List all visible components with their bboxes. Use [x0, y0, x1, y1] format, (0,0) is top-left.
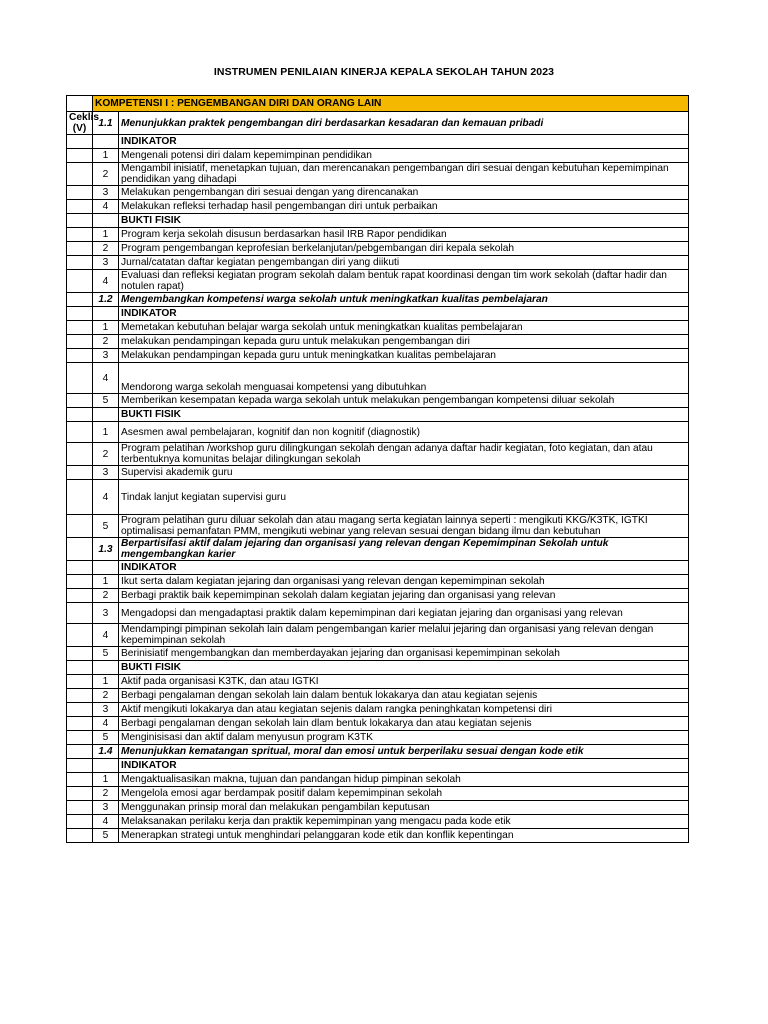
bukti-item: Jurnal/catatan daftar kegiatan pengembangan diri yang diikuti — [119, 256, 689, 270]
ceklis-cell[interactable] — [67, 515, 93, 538]
indikator-item: Mengaktualisasikan makna, tujuan dan pandangan hidup pimpinan sekolah — [119, 773, 689, 787]
item-number: 5 — [93, 515, 119, 538]
bukti-item: Supervisi akademik guru — [119, 466, 689, 480]
bukti-header: BUKTI FISIK — [119, 408, 689, 422]
ceklis-cell[interactable] — [67, 214, 93, 228]
item-number: 4 — [93, 717, 119, 731]
bukti-item: Asesmen awal pembelajaran, kognitif dan non kognitif (diagnostik) — [119, 422, 689, 443]
item-number: 1 — [93, 321, 119, 335]
ceklis-cell[interactable] — [67, 228, 93, 242]
indikator-item: Mengadopsi dan mengadaptasi praktik dalam kepemimpinan dari kegiatan jejaring dan organisasi yang relevan — [119, 603, 689, 624]
bukti-item: Tindak lanjut kegiatan supervisi guru — [119, 480, 689, 515]
number-cell — [93, 214, 119, 228]
ceklis-cell[interactable] — [67, 335, 93, 349]
item-number: 2 — [93, 787, 119, 801]
number-cell — [93, 408, 119, 422]
item-number: 2 — [93, 589, 119, 603]
ceklis-cell[interactable] — [67, 689, 93, 703]
ceklis-cell[interactable] — [67, 135, 93, 149]
ceklis-cell[interactable] — [67, 149, 93, 163]
indikator-header: INDIKATOR — [119, 561, 689, 575]
item-number: 4 — [93, 200, 119, 214]
section-code: 1.3 — [93, 538, 119, 561]
ceklis-cell[interactable] — [67, 731, 93, 745]
item-number: 3 — [93, 603, 119, 624]
indikator-item: Melakukan refleksi terhadap hasil pengembangan diri untuk perbaikan — [119, 200, 689, 214]
ceklis-header-blank — [67, 96, 93, 112]
ceklis-cell[interactable] — [67, 815, 93, 829]
ceklis-cell[interactable] — [67, 717, 93, 731]
ceklis-cell[interactable] — [67, 293, 93, 307]
item-number: 3 — [93, 256, 119, 270]
item-number: 4 — [93, 363, 119, 394]
item-number: 3 — [93, 186, 119, 200]
assessment-table — [66, 95, 689, 843]
indikator-item: Memetakan kebutuhan belajar warga sekolah untuk meningkatkan kualitas pembelajaran — [119, 321, 689, 335]
ceklis-cell[interactable] — [67, 661, 93, 675]
ceklis-cell[interactable] — [67, 408, 93, 422]
indikator-header: INDIKATOR — [119, 307, 689, 321]
item-number: 4 — [93, 624, 119, 647]
ceklis-cell[interactable] — [67, 163, 93, 186]
indikator-item: Berinisiatif mengembangkan dan memberdayakan jejaring dan organisasi kepemimpinan sekolah — [119, 647, 689, 661]
ceklis-label: Ceklis (V) — [67, 112, 93, 135]
ceklis-cell[interactable] — [67, 603, 93, 624]
indikator-item: Berbagi praktik baik kepemimpinan sekolah dalam kegiatan jejaring dan organisasi yang relevan — [119, 589, 689, 603]
bukti-item: Aktif mengikuti lokakarya dan atau kegiatan sejenis dalam rangka peninghkatan kompetensi diri — [119, 703, 689, 717]
item-number: 2 — [93, 242, 119, 256]
item-number: 5 — [93, 394, 119, 408]
ceklis-cell[interactable] — [67, 703, 93, 717]
item-number: 1 — [93, 422, 119, 443]
ceklis-cell[interactable] — [67, 480, 93, 515]
ceklis-cell[interactable] — [67, 759, 93, 773]
item-number: 5 — [93, 647, 119, 661]
competency-header: KOMPETENSI I : PENGEMBANGAN DIRI DAN ORANG LAIN — [93, 96, 689, 112]
section-title: Menunjukkan kematangan spritual, moral dan emosi untuk berperilaku sesuai dengan kode etik — [119, 745, 689, 759]
bukti-item: Program pengembangan keprofesian berkelanjutan/pebgembangan diri kepala sekolah — [119, 242, 689, 256]
item-number: 1 — [93, 228, 119, 242]
bukti-header: BUKTI FISIK — [119, 661, 689, 675]
ceklis-cell[interactable] — [67, 422, 93, 443]
number-cell — [93, 307, 119, 321]
indikator-item: Mengelola emosi agar berdampak positif dalam kepemimpinan sekolah — [119, 787, 689, 801]
item-number: 1 — [93, 675, 119, 689]
indikator-item: Mengambil inisiatif, menetapkan tujuan, dan merencanakan pengembangan diri sesuai dengan kebutuhan kepemimpinan pendidikan yang dihadapi — [119, 163, 689, 186]
bukti-item: Berbagi pengalaman dengan sekolah lain dalam bentuk lokakarya dan atau kegiatan sejenis — [119, 689, 689, 703]
ceklis-cell[interactable] — [67, 647, 93, 661]
ceklis-cell[interactable] — [67, 270, 93, 293]
item-number: 3 — [93, 801, 119, 815]
indikator-item: Ikut serta dalam kegiatan jejaring dan organisasi yang relevan dengan kepemimpinan sekolah — [119, 575, 689, 589]
item-number: 5 — [93, 829, 119, 843]
ceklis-cell[interactable] — [67, 561, 93, 575]
section-code: 1.1 — [93, 112, 119, 135]
ceklis-cell[interactable] — [67, 801, 93, 815]
item-number: 2 — [93, 335, 119, 349]
indikator-item: Memberikan kesempatan kepada warga sekolah untuk melakukan pengembangan kompetensi diluar sekolah — [119, 394, 689, 408]
bukti-header: BUKTI FISIK — [119, 214, 689, 228]
ceklis-cell[interactable] — [67, 773, 93, 787]
bukti-item: Evaluasi dan refleksi kegiatan program sekolah dalam bentuk rapat koordinasi dengan tim work sekolah (daftar hadir dan notulen rapat) — [119, 270, 689, 293]
bukti-item: Program kerja sekolah disusun berdasarkan hasil IRB Rapor pendidikan — [119, 228, 689, 242]
number-cell — [93, 661, 119, 675]
ceklis-cell[interactable] — [67, 307, 93, 321]
indikator-item: Mengenali potensi diri dalam kepemimpinan pendidikan — [119, 149, 689, 163]
item-number: 3 — [93, 703, 119, 717]
ceklis-cell[interactable] — [67, 256, 93, 270]
ceklis-cell[interactable] — [67, 829, 93, 843]
number-cell — [93, 759, 119, 773]
indikator-item: Menerapkan strategi untuk menghindari pelanggaran kode etik dan konflik kepentingan — [119, 829, 689, 843]
item-number: 1 — [93, 773, 119, 787]
indikator-item: melakukan pendampingan kepada guru untuk melakukan pengembangan diri — [119, 335, 689, 349]
item-number: 2 — [93, 689, 119, 703]
indikator-item: Melaksanakan perilaku kerja dan praktik kepemimpinan yang mengacu pada kode etik — [119, 815, 689, 829]
ceklis-cell[interactable] — [67, 675, 93, 689]
bukti-item: Program pelatihan guru diluar sekolah dan atau magang serta kegiatan lainnya seperti : mengikuti KKG/K3TK, IGTKI optimalisasi pemanfatan PMM, mengikuti webinar yang relevan sesuai dengan bidang ilmu dan kebutuhan — [119, 515, 689, 538]
bukti-item: Berbagi pengalaman dengan sekolah lain dlam bentuk lokakarya dan atau kegiatan sejenis — [119, 717, 689, 731]
ceklis-cell[interactable] — [67, 186, 93, 200]
ceklis-cell[interactable] — [67, 349, 93, 363]
number-cell — [93, 135, 119, 149]
ceklis-cell[interactable] — [67, 624, 93, 647]
bukti-item: Aktif pada organisasi K3TK, dan atau IGTKI — [119, 675, 689, 689]
item-number: 1 — [93, 149, 119, 163]
indikator-item: Melakukan pendampingan kepada guru untuk meningkatkan kualitas pembelajaran — [119, 349, 689, 363]
ceklis-cell[interactable] — [67, 200, 93, 214]
ceklis-cell[interactable] — [67, 538, 93, 561]
indikator-item: Melakukan pengembangan diri sesuai dengan yang direncanakan — [119, 186, 689, 200]
item-number: 3 — [93, 466, 119, 480]
ceklis-cell[interactable] — [67, 589, 93, 603]
number-cell — [93, 561, 119, 575]
indikator-header: INDIKATOR — [119, 759, 689, 773]
ceklis-cell[interactable] — [67, 321, 93, 335]
item-number: 4 — [93, 270, 119, 293]
ceklis-cell[interactable] — [67, 466, 93, 480]
section-title: Mengembangkan kompetensi warga sekolah untuk meningkatkan kualitas pembelajaran — [119, 293, 689, 307]
document-title: INSTRUMEN PENILAIAN KINERJA KEPALA SEKOLAH TAHUN 2023 — [213, 66, 555, 78]
indikator-item: Mendampingi pimpinan sekolah lain dalam pengembangan karier melalui jejaring dan organisasi yang relevan dengan kepemimpinan sekolah — [119, 624, 689, 647]
bukti-item: Program pelatihan /workshop guru dilingkungan sekolah dengan adanya daftar hadir kegiatan, foto kegiatan, dan atau terbentuknya komunitas belajar dilingkungan sekolah — [119, 443, 689, 466]
section-code: 1.4 — [93, 745, 119, 759]
item-number: 1 — [93, 575, 119, 589]
indikator-header: INDIKATOR — [119, 135, 689, 149]
ceklis-cell[interactable] — [67, 242, 93, 256]
item-number: 5 — [93, 731, 119, 745]
indikator-item: Menggunakan prinsip moral dan melakukan pengambilan keputusan — [119, 801, 689, 815]
section-code: 1.2 — [93, 293, 119, 307]
item-number: 4 — [93, 815, 119, 829]
item-number: 4 — [93, 480, 119, 515]
ceklis-cell[interactable] — [67, 575, 93, 589]
ceklis-cell[interactable] — [67, 787, 93, 801]
item-number: 3 — [93, 349, 119, 363]
section-title: Menunjukkan praktek pengembangan diri berdasarkan kesadaran dan kemauan pribadi — [119, 112, 689, 135]
ceklis-cell[interactable] — [67, 745, 93, 759]
bukti-item: Menginisisasi dan aktif dalam menyusun program K3TK — [119, 731, 689, 745]
ceklis-cell[interactable] — [67, 443, 93, 466]
ceklis-cell[interactable] — [67, 394, 93, 408]
section-title: Berpartisifasi aktif dalam jejaring dan organisasi yang relevan dengan Kepemimpinan Sekolah untuk mengembangkan karier — [119, 538, 689, 561]
item-number: 2 — [93, 443, 119, 466]
ceklis-cell[interactable] — [67, 363, 93, 394]
item-number: 2 — [93, 163, 119, 186]
indikator-item: Mendorong warga sekolah menguasai kompetensi yang dibutuhkan — [119, 363, 689, 394]
